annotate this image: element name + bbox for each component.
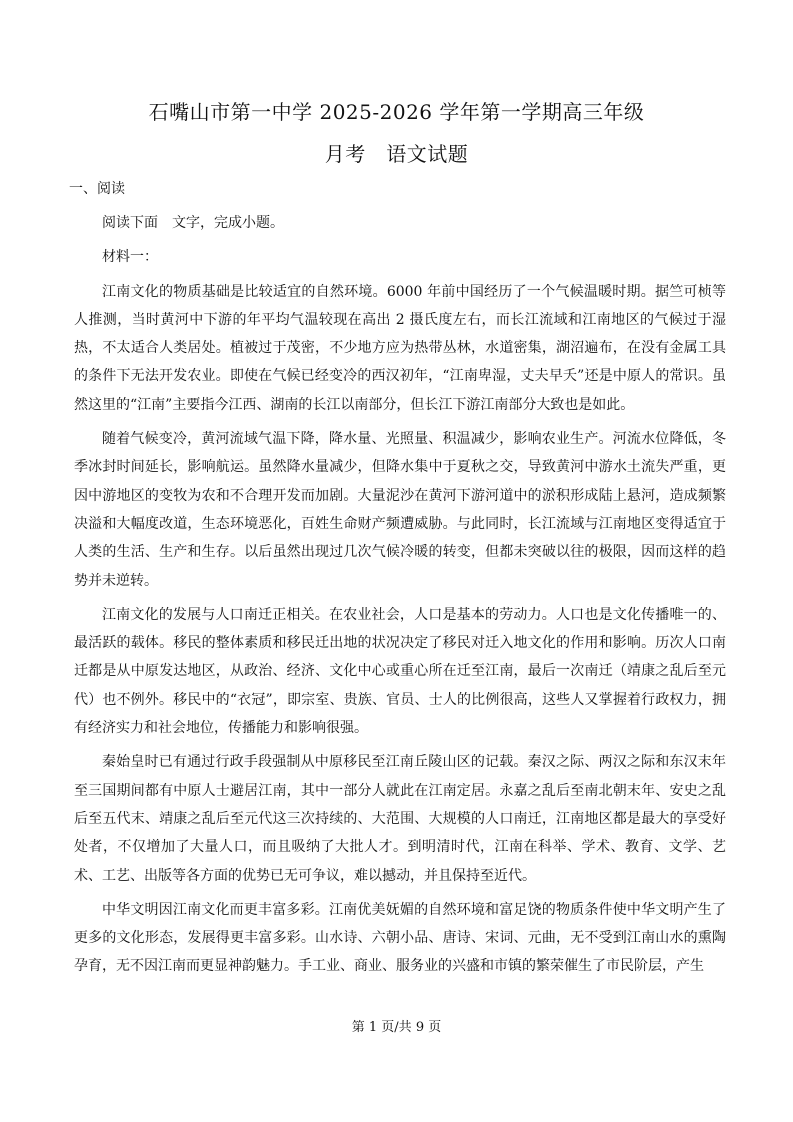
reading-content [74, 209, 726, 981]
section-heading: 一、阅读 [69, 181, 125, 197]
material-label: 材料一： [102, 249, 158, 266]
exam-title: 石嘴山市第一中学 2025-2026 学年第一学期高三年级 [148, 100, 645, 124]
paragraph: 江南文化的物质基础是比较适宜的自然环境。6000 年前中国经历了一个气候温暖时期。据竺可桢等人推测，当时黄河中下游的年平均气温较现在高出 2 摄氏度左右，而长江流域和江南地区的气候过于湿热，不太适合人类居处。植被过于茂密，不少地方应为热带丛林，水道密集，湖沼遍布，在没有金属工具的条件下无法开发农业。即使在气候已经变冷的西汉初年，“江南卑湿，丈夫早夭”还是中原人的常识。虽然这里的“江南”主要指今江西、湖南的长江以南部分，但长江下游江南部分大致也是如此。 [74, 283, 726, 413]
page-indicator: 第 1 页/共 9 页 [351, 1020, 442, 1035]
exam-subtitle: 月考 语文试题 [324, 142, 469, 166]
paragraph: 随着气候变冷，黄河流域气温下降，降水量、光照量、积温减少，影响农业生产。河流水位降低，冬季冰封时间延长，影响航运。虽然降水量减少，但降水集中于夏秋之交，导致黄河中游水土流失严重，更因中游地区的变牧为农和不合理开发而加剧。大量泥沙在黄河下游河道中的淤积形成陆上悬河，造成频繁决溢和大幅度改道，生态环境恶化，百姓生命财产频遭威胁。与此同时，长江流域与江南地区变得适宜于人类的生活、生产和生存。以后虽然出现过几次气候冷暖的转变，但都未突破以往的极限，因而这样的趋势并未逆转。 [74, 431, 726, 589]
paragraph: 秦始皇时已有通过行政手段强制从中原移民至江南丘陵山区的记载。秦汉之际、两汉之际和东汉末年至三国期间都有中原人士避居江南，其中一部分人就此在江南定居。永嘉之乱后至南北朝末年、安史之乱后至五代末、靖康之乱后至元代这三次持续的、大范围、大规模的人口南迁，江南地区都是最大的享受好处者，不仅增加了大量人口，而且吸纳了大批人才。到明清时代，江南在科举、学术、教育、文学、艺术、工艺、出版等各方面的优势已无可争议，难以撼动，并且保持至近代。 [74, 754, 726, 884]
paragraph: 中华文明因江南文化而更丰富多彩。江南优美妩媚的自然环境和富足饶的物质条件使中华文明产生了更多的文化形态，发展得更丰富多彩。山水诗、六朝小品、唐诗、宋词、元曲，无不受到江南山水的熏陶孕育，无不因江南而更显神韵魅力。手工业、商业、服务业的兴盛和市镇的繁荣催生了市民阶层，产生 [74, 901, 726, 975]
instruction-text: 阅读下面 文字，完成小题。 [102, 215, 284, 231]
paragraph: 江南文化的发展与人口南迁正相关。在农业社会，人口是基本的劳动力。人口也是文化传播唯一的、最活跃的载体。移民的整体素质和移民迁出地的状况决定了移民对迁入地文化的作用和影响。历次人口南迁都是从中原发达地区，从政治、经济、文化中心或重心所在迁至江南，最后一次南迁（靖康之乱后至元代）也不例外。移民中的“衣冠”，即宗室、贵族、官员、士人的比例很高，这些人又掌握着行政权力，拥有经济实力和社会地位，传播能力和影响很强。 [74, 606, 726, 737]
